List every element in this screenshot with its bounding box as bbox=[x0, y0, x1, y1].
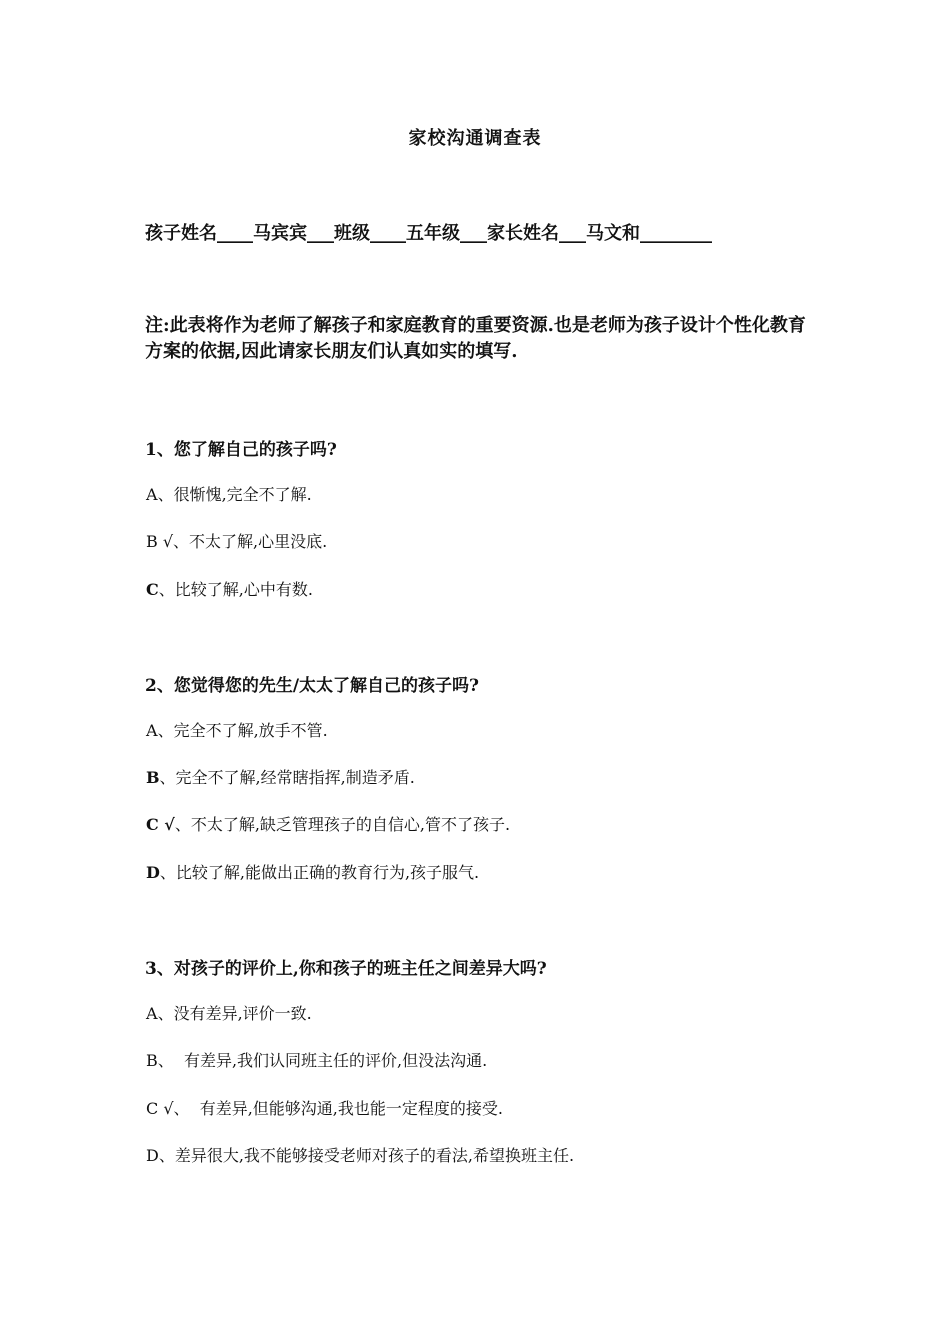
option-letter: D bbox=[146, 863, 160, 882]
option-letter: C bbox=[146, 580, 159, 599]
student-info-line: 孩子姓名____马宾宾___班级____五年级___家长姓名___马文和________ bbox=[145, 223, 712, 244]
question-2: 2、您觉得您的先生/太太了解自己的孩子吗? bbox=[145, 676, 479, 696]
option-text: 、 有差异,但能够沟通,我也能一定程度的接受. bbox=[173, 1099, 503, 1118]
option-letter: B √ bbox=[146, 532, 174, 551]
option-text: 、完全不了解,经常瞎指挥,制造矛盾. bbox=[159, 768, 415, 787]
option-letter: B bbox=[146, 768, 160, 787]
question-2-option-b bbox=[146, 765, 415, 788]
option-text: 、完全不了解,放手不管. bbox=[157, 721, 328, 740]
option-letter: D bbox=[146, 1146, 159, 1165]
question-3-option-d bbox=[146, 1143, 574, 1166]
option-text: 、很惭愧,完全不了解. bbox=[157, 485, 312, 504]
question-1-option-a bbox=[146, 482, 312, 505]
question-2-option-d bbox=[146, 860, 479, 883]
question-3-option-c bbox=[146, 1096, 503, 1119]
option-letter: A bbox=[146, 1004, 158, 1023]
question-2-option-c bbox=[146, 812, 510, 835]
question-1-option-b bbox=[146, 529, 327, 552]
question-3: 3、对孩子的评价上,你和孩子的班主任之间差异大吗? bbox=[145, 959, 547, 979]
option-letter: A bbox=[146, 485, 158, 504]
option-text: 、 有差异,我们认同班主任的评价,但没法沟通. bbox=[157, 1051, 488, 1070]
question-3-option-a bbox=[146, 1001, 312, 1024]
question-1-option-c bbox=[146, 577, 313, 600]
question-1: 1、您了解自己的孩子吗? bbox=[145, 440, 337, 460]
option-letter: C √ bbox=[146, 1099, 174, 1118]
survey-note: 注:此表将作为老师了解孩子和家庭教育的重要资源.也是老师为孩子设计个性化教育方案的依据,因此请家长朋友们认真如实的填写. bbox=[145, 315, 806, 362]
question-2-option-a bbox=[146, 718, 328, 741]
page-title: 家校沟通调查表 bbox=[408, 128, 542, 149]
option-text: 、比较了解,能做出正确的教育行为,孩子服气. bbox=[159, 863, 480, 882]
option-text: 、没有差异,评价一致. bbox=[157, 1004, 312, 1023]
option-letter: B bbox=[146, 1051, 158, 1070]
option-text: 、不太了解,缺乏管理孩子的自信心,管不了孩子. bbox=[174, 815, 511, 834]
question-3-option-b bbox=[146, 1048, 487, 1071]
option-text: 、差异很大,我不能够接受老师对孩子的看法,希望换班主任. bbox=[158, 1146, 575, 1165]
option-letter: A bbox=[146, 721, 158, 740]
option-text: 、比较了解,心中有数. bbox=[158, 580, 313, 599]
option-text: 、不太了解,心里没底. bbox=[173, 532, 328, 551]
option-letter: C √ bbox=[146, 815, 175, 834]
